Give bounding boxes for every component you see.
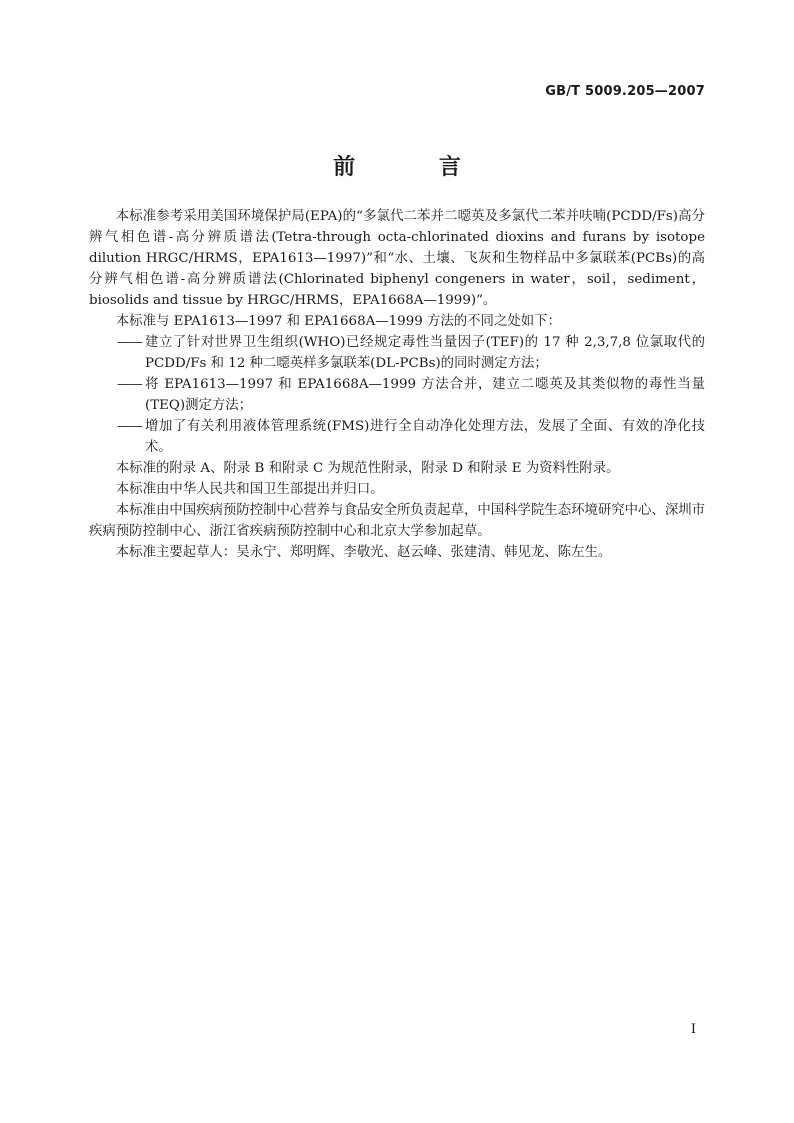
paragraph-appendices: 本标准的附录 A、附录 B 和附录 C 为规范性附录，附录 D 和附录 E 为资料性附录。: [115, 461, 620, 476]
list-item-text: 将 EPA1613—1997 和 EPA1668A—1999 方法合并，建立二噁英及其类似物的毒性当量(TEQ)测定方法；: [145, 377, 705, 413]
standard-code: GB/T 5009.205—2007: [545, 84, 705, 99]
paragraph-proposer: 本标准由中华人民共和国卫生部提出并归口。: [115, 482, 384, 497]
page-number: I: [690, 1022, 696, 1037]
paragraph-differences-intro: 本标准与 EPA1613—1997 和 EPA1668A—1999 方法的不同之处如下：: [115, 314, 561, 329]
paragraph-drafters: 本标准主要起草人：吴永宁、郑明辉、李敬光、赵云峰、张建清、韩见龙、陈左生。: [115, 545, 612, 560]
list-item: [89, 374, 705, 416]
paragraph-reference: 本标准参考采用美国环境保护局(EPA)的“多氯代二苯并二噁英及多氯代二苯并呋喃(PCDD/Fs)高分辨气相色谱-高分辨质谱法(Tetra-through octa-chlorinated dioxins and furans by isotope dilution HRGC/HRMS，EPA1613—1997)”和“水、土壤、飞灰和生物样品中多氯联苯(PCBs)的高分辨气相色谱-高分辨质谱法(Chlorinated biphenyl congeners in water，soil，sediment，biosolids and tissue by HRGC/HRMS，EPA1668A—1999)”。: [89, 209, 705, 308]
list-item: [89, 416, 705, 458]
dash-bullet: ——: [117, 335, 142, 350]
list-item-text: 增加了有关利用液体管理系统(FMS)进行全自动净化处理方法，发展了全面、有效的净化技术。: [145, 419, 705, 455]
dash-bullet: ——: [117, 419, 142, 434]
list-item-text: 建立了针对世界卫生组织(WHO)已经规定毒性当量因子(TEF)的 17 种 2,3,7,8 位氯取代的 PCDD/Fs 和 12 种二噁英样多氯联苯(DL-PCBs)的同时测定方法；: [145, 335, 705, 371]
page-title: 前 言: [333, 155, 499, 180]
paragraph-drafting-units: 本标准由中国疾病预防控制中心营养与食品安全所负责起草，中国科学院生态环境研究中心、深圳市疾病预防控制中心、浙江省疾病预防控制中心和北京大学参加起草。: [89, 503, 705, 539]
foreword-body: [89, 206, 705, 563]
list-item: [89, 332, 705, 374]
dash-bullet: ——: [117, 377, 142, 392]
